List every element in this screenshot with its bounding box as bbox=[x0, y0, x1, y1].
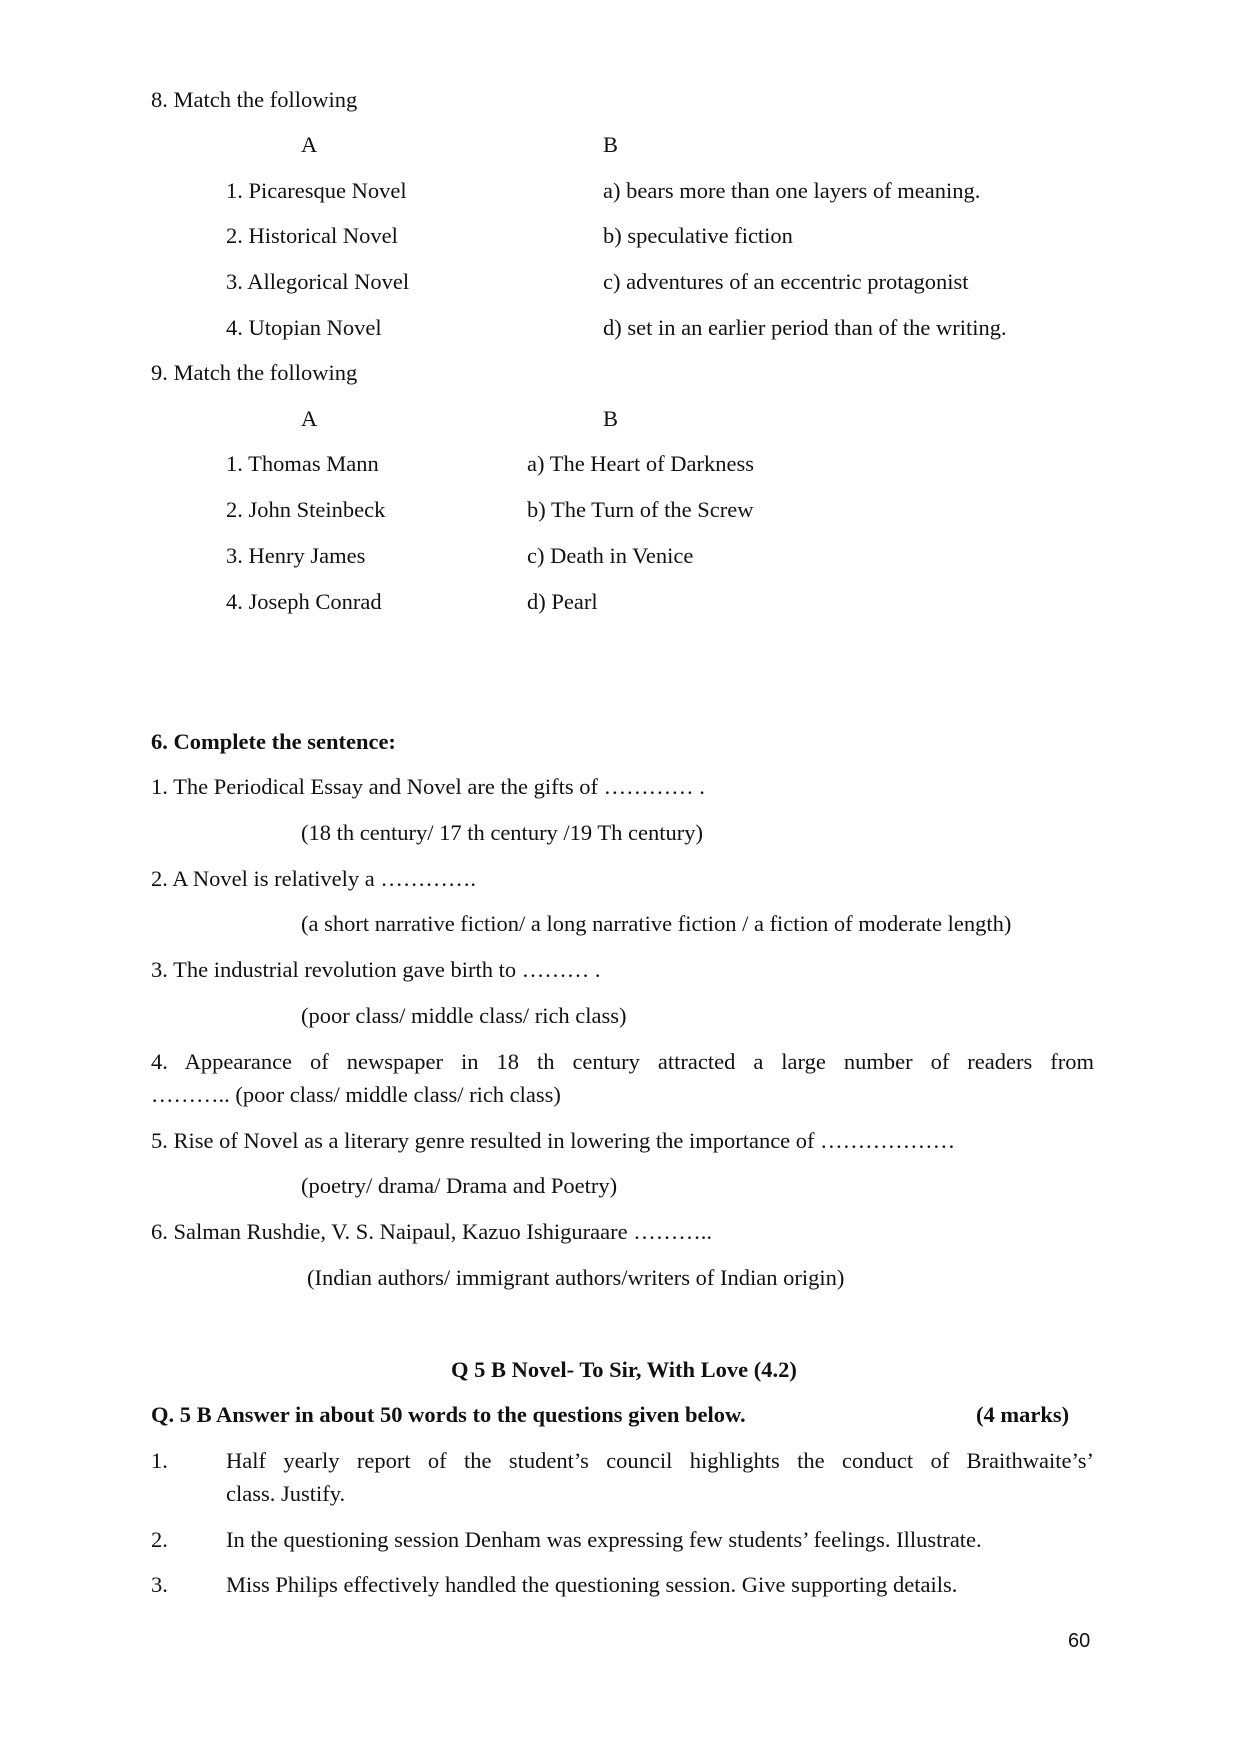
match8-title: 8. Match the following bbox=[151, 87, 358, 112]
match8-a-item: 4. Utopian Novel bbox=[226, 315, 382, 340]
question-text-continuation: class. Justify. bbox=[226, 1481, 346, 1506]
complete-question: 1. The Periodical Essay and Novel are the gifts of ………… . bbox=[151, 774, 705, 799]
match8-col-b-header: B bbox=[603, 132, 619, 157]
complete-options: (poetry/ drama/ Drama and Poetry) bbox=[301, 1173, 618, 1198]
question-number: 2. bbox=[151, 1527, 168, 1552]
complete-question: 2. A Novel is relatively a …………. bbox=[151, 866, 476, 891]
match8-a-item: 2. Historical Novel bbox=[226, 223, 398, 248]
complete-question: 3. The industrial revolution gave birth to ……… . bbox=[151, 957, 601, 982]
complete-question: 5. Rise of Novel as a literary genre resulted in lowering the importance of ……………… bbox=[151, 1128, 956, 1153]
match9-a-item: 2. John Steinbeck bbox=[226, 497, 386, 522]
match9-b-item: b) The Turn of the Screw bbox=[527, 497, 754, 522]
match8-b-item: a) bears more than one layers of meaning. bbox=[603, 178, 981, 203]
complete-options: (18 th century/ 17 th century /19 Th century) bbox=[301, 820, 703, 845]
match8-b-item: c) adventures of an eccentric protagonist bbox=[603, 269, 969, 294]
section-title: Q 5 B Novel- To Sir, With Love (4.2) bbox=[451, 1357, 797, 1382]
complete-options: (a short narrative fiction/ a long narrative fiction / a fiction of moderate length) bbox=[301, 911, 1012, 936]
marks-label: (4 marks) bbox=[976, 1402, 1070, 1427]
match9-b-item: d) Pearl bbox=[527, 589, 598, 614]
question-text: In the questioning session Denham was expressing few students’ feelings. Illustrate. bbox=[226, 1527, 982, 1552]
complete-options: (poor class/ middle class/ rich class) bbox=[301, 1003, 627, 1028]
question-number: 1. bbox=[151, 1448, 168, 1473]
page-number: 60 bbox=[1068, 1630, 1091, 1652]
match8-a-item: 3. Allegorical Novel bbox=[226, 269, 410, 294]
complete-question: 4. Appearance of newspaper in 18 th century attracted a large number of readers from bbox=[151, 1049, 1094, 1074]
match8-col-a-header: A bbox=[301, 132, 318, 157]
match9-b-item: a) The Heart of Darkness bbox=[527, 451, 754, 476]
complete-question-continuation: ……….. (poor class/ middle class/ rich class) bbox=[151, 1082, 561, 1107]
match9-title: 9. Match the following bbox=[151, 360, 358, 385]
match8-a-item: 1. Picaresque Novel bbox=[226, 178, 407, 203]
question-text: Half yearly report of the student’s council highlights the conduct of Braithwaite’s’ bbox=[226, 1448, 1094, 1473]
question-text: Miss Philips effectively handled the questioning session. Give supporting details. bbox=[226, 1572, 958, 1597]
section-instruction: Q. 5 B Answer in about 50 words to the questions given below. bbox=[151, 1402, 746, 1427]
match9-b-item: c) Death in Venice bbox=[527, 543, 694, 568]
match8-b-item: b) speculative fiction bbox=[603, 223, 793, 248]
match9-col-a-header: A bbox=[301, 406, 318, 431]
match9-a-item: 3. Henry James bbox=[226, 543, 366, 568]
complete-question: 6. Salman Rushdie, V. S. Naipaul, Kazuo Ishiguraare ……….. bbox=[151, 1219, 712, 1244]
complete-heading: 6. Complete the sentence: bbox=[151, 729, 396, 754]
match9-col-b-header: B bbox=[603, 406, 619, 431]
match8-b-item: d) set in an earlier period than of the writing. bbox=[603, 315, 1007, 340]
question-number: 3. bbox=[151, 1572, 168, 1597]
match9-a-item: 4. Joseph Conrad bbox=[226, 589, 382, 614]
match9-a-item: 1. Thomas Mann bbox=[226, 451, 379, 476]
complete-options: (Indian authors/ immigrant authors/writers of Indian origin) bbox=[307, 1265, 845, 1290]
